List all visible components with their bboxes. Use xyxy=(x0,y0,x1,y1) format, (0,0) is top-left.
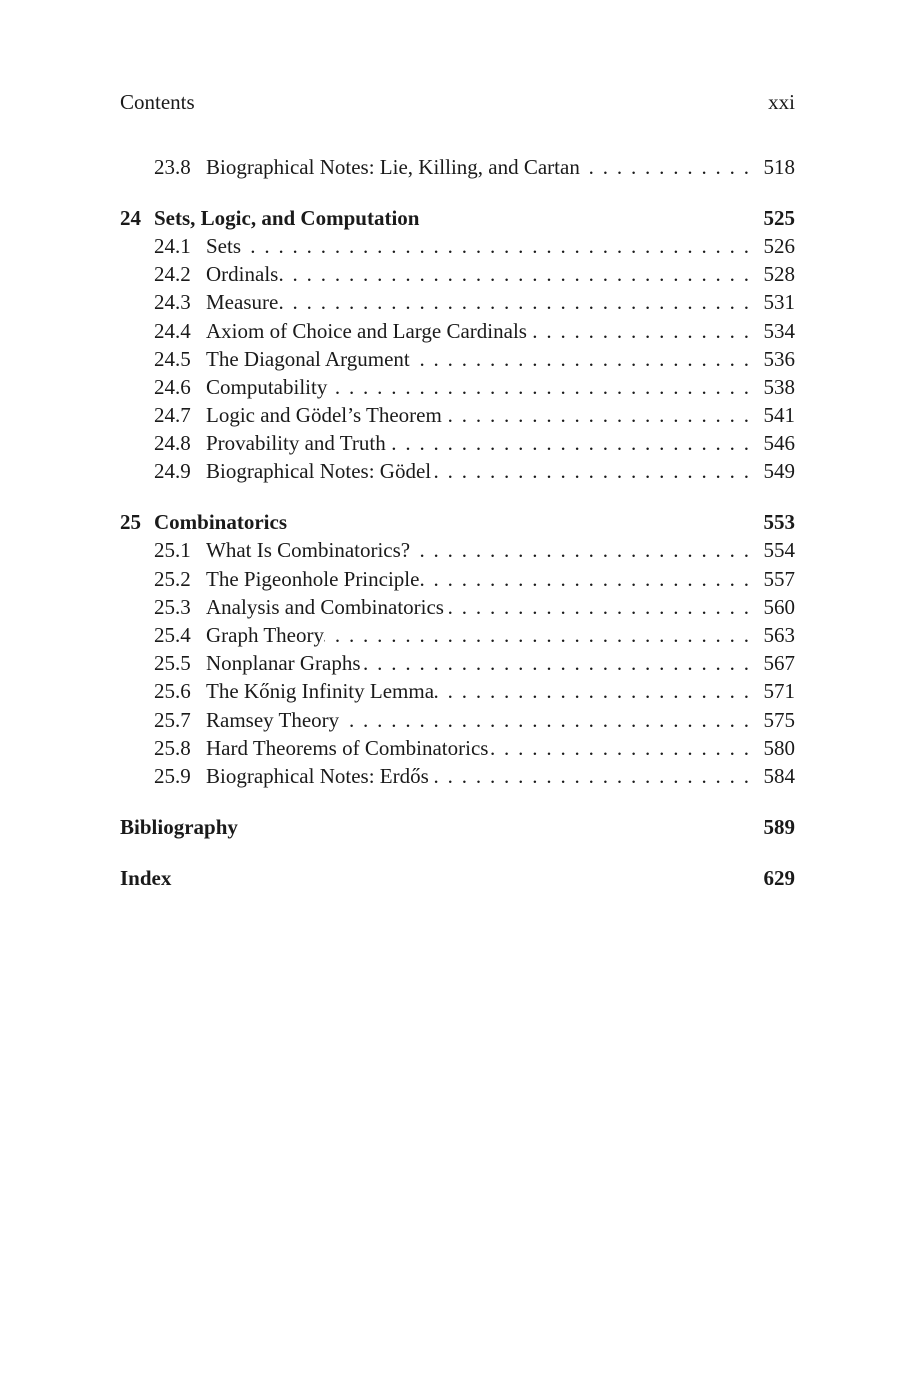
running-head-title: Contents xyxy=(120,90,195,114)
chapter-title: Bibliography xyxy=(120,814,238,839)
section-page: 557 xyxy=(763,566,795,591)
section-page: 563 xyxy=(763,623,795,647)
toc-section-row[interactable] xyxy=(120,317,795,345)
section-page: 536 xyxy=(763,346,795,371)
chapter-title: Combinatorics xyxy=(154,510,287,535)
section-title: Biographical Notes: Gödel xyxy=(206,459,432,484)
section-number: 25.8 xyxy=(154,735,191,760)
dot-leader xyxy=(442,401,755,429)
section-title: Logic and Gödel’s Theorem xyxy=(206,403,442,428)
toc-section-row[interactable] xyxy=(120,345,795,373)
dot-leader xyxy=(434,677,755,705)
toc-section-row[interactable] xyxy=(120,401,795,429)
chapter-gap xyxy=(120,486,795,509)
section-page: 567 xyxy=(763,651,795,676)
section-number: 25.3 xyxy=(154,594,191,619)
section-title: Computability xyxy=(206,374,328,399)
dot-leader xyxy=(431,457,755,485)
section-number: 25.2 xyxy=(154,566,191,591)
toc-section-row[interactable] xyxy=(120,373,795,401)
section-number: 24.2 xyxy=(154,262,191,287)
toc-section-row[interactable] xyxy=(120,593,795,621)
section-title: Measure xyxy=(206,290,279,315)
section-title: Analysis and Combinatorics xyxy=(206,594,444,619)
toc-section-row[interactable] xyxy=(120,649,795,677)
toc-section-row[interactable] xyxy=(120,734,795,762)
section-page: 554 xyxy=(763,538,795,563)
toc-chapter-row[interactable] xyxy=(120,864,795,892)
chapter-title: Index xyxy=(120,865,172,890)
toc-chapter-row[interactable] xyxy=(120,204,795,232)
dot-leader xyxy=(241,232,755,260)
toc-section-row[interactable] xyxy=(120,536,795,564)
section-page: 584 xyxy=(763,763,795,788)
section-number: 24.9 xyxy=(154,459,191,484)
dot-leader xyxy=(444,593,755,621)
section-title: Ordinals xyxy=(206,262,279,287)
dot-leader xyxy=(429,762,755,790)
toc-chapter-row[interactable] xyxy=(120,508,795,536)
dot-leader xyxy=(339,706,755,734)
section-page: 571 xyxy=(763,679,795,704)
dot-leader xyxy=(410,536,755,564)
dot-leader xyxy=(361,649,755,677)
dot-leader xyxy=(410,345,755,373)
dot-leader xyxy=(488,734,755,762)
section-page: 538 xyxy=(763,374,795,399)
toc-section-row[interactable] xyxy=(120,153,795,181)
section-number: 25.6 xyxy=(154,679,191,704)
section-title: Ramsey Theory xyxy=(206,707,340,732)
section-number: 25.5 xyxy=(154,651,191,676)
toc-section-row[interactable] xyxy=(120,288,795,316)
section-number: 25.7 xyxy=(154,707,191,732)
toc-section-row[interactable] xyxy=(120,762,795,790)
section-number: 23.8 xyxy=(154,155,191,179)
section-title: Biographical Notes: Erdős xyxy=(206,763,429,788)
page-number: xxi xyxy=(768,90,795,114)
section-title: What Is Combinatorics? xyxy=(206,538,411,563)
section-page: 575 xyxy=(763,707,795,732)
section-number: 24.6 xyxy=(154,374,191,399)
section-number: 24.4 xyxy=(154,318,191,343)
section-number: 24.5 xyxy=(154,346,191,371)
section-title: The Kőnig Infinity Lemma xyxy=(206,679,435,704)
section-title: The Diagonal Argument xyxy=(206,346,410,371)
chapter-title: Sets, Logic, and Computation xyxy=(154,205,420,230)
section-page: 534 xyxy=(763,318,795,343)
toc-section-row[interactable] xyxy=(120,260,795,288)
section-page: 560 xyxy=(763,594,795,619)
section-title: Provability and Truth xyxy=(206,431,386,456)
section-number: 24.3 xyxy=(154,290,191,315)
section-number: 24.1 xyxy=(154,233,191,258)
dot-leader xyxy=(580,153,755,181)
section-page: 546 xyxy=(763,431,795,456)
chapter-page: 589 xyxy=(763,814,795,839)
dot-leader xyxy=(278,260,755,288)
section-page: 518 xyxy=(763,155,795,179)
toc-section-row[interactable] xyxy=(120,457,795,485)
section-page: 580 xyxy=(763,735,795,760)
toc-section-row[interactable] xyxy=(120,677,795,705)
chapter-number: 24 xyxy=(120,205,141,230)
section-number: 25.9 xyxy=(154,763,191,788)
section-title: Biographical Notes: Lie, Killing, and Cartan xyxy=(206,155,580,179)
dot-leader xyxy=(419,565,755,593)
chapter-gap xyxy=(120,841,795,864)
toc-section-row[interactable] xyxy=(120,232,795,260)
chapter-page: 553 xyxy=(763,510,795,535)
toc-section-row[interactable] xyxy=(120,621,795,649)
toc-section-row[interactable] xyxy=(120,429,795,457)
chapter-page: 525 xyxy=(763,205,795,230)
dot-leader xyxy=(324,621,755,649)
section-title: Graph Theory xyxy=(206,623,324,647)
chapter-number: 25 xyxy=(120,510,141,535)
section-page: 526 xyxy=(763,233,795,258)
section-title: Axiom of Choice and Large Cardinals xyxy=(206,318,527,343)
dot-leader xyxy=(327,373,755,401)
section-title: Hard Theorems of Combinatorics xyxy=(206,735,489,760)
dot-leader xyxy=(278,288,755,316)
section-page: 531 xyxy=(763,290,795,315)
toc-section-row[interactable] xyxy=(120,565,795,593)
section-title: Sets xyxy=(206,233,242,258)
section-page: 549 xyxy=(763,459,795,484)
dot-leader xyxy=(527,317,755,345)
toc-chapter-row[interactable] xyxy=(120,813,795,841)
dot-leader xyxy=(386,429,755,457)
toc-section-row[interactable] xyxy=(120,706,795,734)
chapter-page: 629 xyxy=(763,865,795,890)
chapter-gap xyxy=(120,790,795,813)
section-number: 24.7 xyxy=(154,403,191,428)
table-of-contents xyxy=(120,153,795,892)
chapter-gap xyxy=(120,181,795,204)
section-number: 25.1 xyxy=(154,538,191,563)
section-title: Nonplanar Graphs xyxy=(206,651,361,676)
section-number: 24.8 xyxy=(154,431,191,456)
section-page: 541 xyxy=(763,403,795,428)
section-page: 528 xyxy=(763,262,795,287)
running-head xyxy=(120,90,795,118)
section-title: The Pigeonhole Principle xyxy=(206,566,420,591)
section-number: 25.4 xyxy=(154,623,191,647)
